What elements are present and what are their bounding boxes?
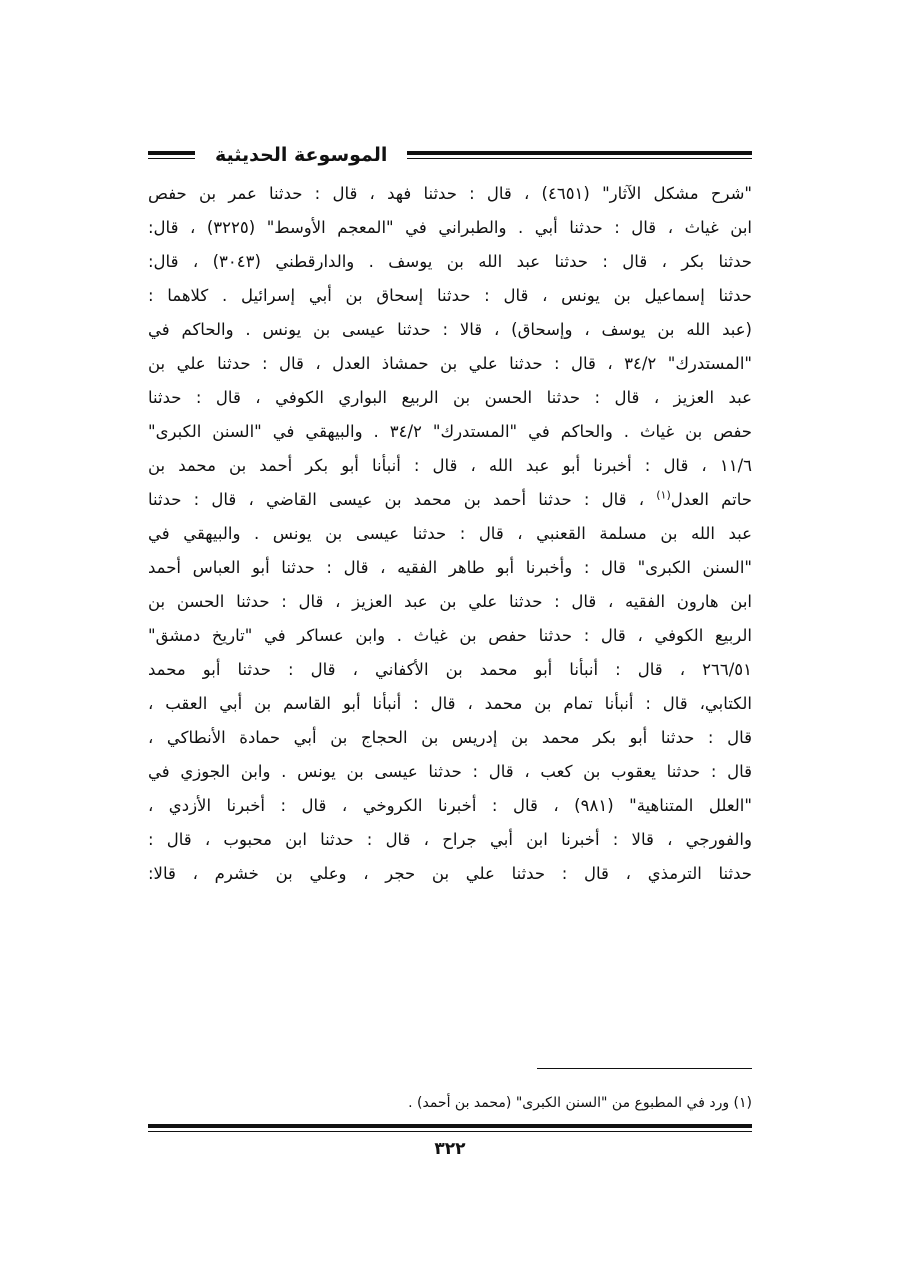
body-line: عبد الله بن مسلمة القعنبي ، قال : حدثنا عيسى بن يونس . والبيهقي في: [148, 524, 752, 543]
body-line: "المستدرك" ٣٤/٢ ، قال : حدثنا علي بن حمشاذ العدل ، قال : حدثنا علي بن: [148, 354, 752, 373]
footnote: (١) ورد في المطبوع من "السنن الكبرى" (محمد بن أحمد) .: [408, 1095, 752, 1111]
body-line: (عبد الله بن يوسف ، وإسحاق) ، قالا : حدثنا عيسى بن يونس . والحاكم في: [148, 320, 752, 339]
body-line: قال : حدثنا يعقوب بن كعب ، قال : حدثنا عيسى بن يونس . وابن الجوزي في: [148, 762, 752, 781]
line-text-before-ref: حاتم العدل: [670, 490, 752, 509]
body-line-with-footnote-ref: [148, 483, 752, 517]
body-line: حدثنا بكر ، قال : حدثنا عبد الله بن يوسف . والدارقطني (٣٠٤٣) ، قال:: [148, 252, 752, 271]
body-line: قال : حدثنا أبو بكر محمد بن إدريس بن الحجاج بن أبي حمادة الأنطاكي ،: [148, 728, 752, 747]
header-rule-left: [148, 151, 195, 159]
footer-rule: [148, 1124, 752, 1132]
body-line: الكتابي، قال : أنبأنا تمام بن محمد ، قال : أنبأنا أبو القاسم بن أبي العقب ،: [148, 694, 752, 713]
body-line: "شرح مشكل الآثار" (٤٦٥١) ، قال : حدثنا فهد ، قال : حدثنا عمر بن حفص: [148, 184, 752, 203]
footnote-reference[interactable]: (١): [656, 488, 671, 502]
page-number: ٣٢٢: [434, 1139, 466, 1159]
running-header: [148, 140, 752, 170]
body-line: ١١/٦ ، قال : أخبرنا أبو عبد الله ، قال : أنبأنا أبو بكر أحمد بن محمد بن: [148, 456, 752, 475]
body-line: عبد العزيز ، قال : حدثنا الحسن بن الربيع البواري الكوفي ، قال : حدثنا: [148, 388, 752, 407]
body-line: "العلل المتناهية" (٩٨١) ، قال : أخبرنا الكروخي ، قال : أخبرنا الأزدي ،: [148, 796, 752, 815]
body-line: ابن غياث ، قال : حدثنا أبي . والطبراني في "المعجم الأوسط" (٣٢٢٥) ، قال:: [148, 218, 752, 237]
body-line: "السنن الكبرى" قال : وأخبرنا أبو طاهر الفقيه ، قال : حدثنا أبو العباس أحمد: [148, 558, 752, 577]
body-line: ٢٦٦/٥١ ، قال : أنبأنا أبو محمد بن الأكفاني ، قال : حدثنا أبو محمد: [148, 660, 752, 679]
body-line: ابن هارون الفقيه ، قال : حدثنا علي بن عبد العزيز ، قال : حدثنا الحسن بن: [148, 592, 752, 611]
body-line: حدثنا إسماعيل بن يونس ، قال : حدثنا إسحاق بن أبي إسرائيل . كلاهما :: [148, 286, 752, 305]
body-line: حدثنا الترمذي ، قال : حدثنا علي بن حجر ، وعلي بن خشرم ، قالا:: [148, 864, 752, 883]
header-rule-right: [407, 151, 752, 159]
body-line: والفورجي ، قالا : أخبرنا ابن أبي جراح ، قال : حدثنا ابن محبوب ، قال :: [148, 830, 752, 849]
body-line: الربيع الكوفي ، قال : حدثنا حفص بن غياث . وابن عساكر في "تاريخ دمشق": [148, 626, 752, 645]
footnote-separator: [537, 1068, 752, 1069]
header-title: الموسوعة الحديثية: [214, 144, 388, 166]
body-text: [148, 177, 752, 891]
line-text-after-ref: ، قال : حدثنا أحمد بن محمد بن عيسى القاضي ، قال : حدثنا: [148, 490, 657, 509]
body-line: حفص بن غياث . والحاكم في "المستدرك" ٣٤/٢ . والبيهقي في "السنن الكبرى": [148, 422, 752, 441]
